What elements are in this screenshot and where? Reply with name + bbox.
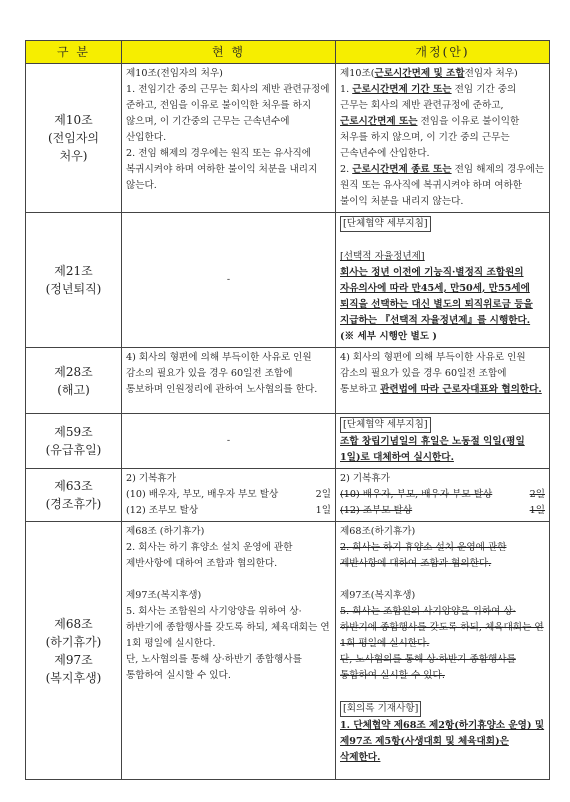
category-line: 제68조 <box>54 616 93 631</box>
category-line: 제21조 <box>54 264 93 278</box>
category-line: 제28조 <box>54 364 93 379</box>
category-line: 제97조 <box>54 652 93 667</box>
current-cell <box>122 522 336 780</box>
category-line: 제59조 <box>54 425 93 439</box>
leave-row <box>126 503 331 519</box>
proposed-cell <box>336 213 550 348</box>
clause-title: 제97조(복지후생) <box>340 590 416 601</box>
amended-text: 근로시간면제 기간 또는 <box>352 84 452 95</box>
clause-text: 2. 전임 해제의 경우에는 원직 또는 유사직에 복귀시켜야 하며 여하한 불이익 처분을 내리지 않는다. <box>126 148 318 191</box>
current-cell-empty: - <box>122 414 336 469</box>
category-line: 제10조 <box>54 113 93 127</box>
clause-text: 단, 노사협의를 통해 상·하반기 종합행사를 통합하여 실시할 수 있다. <box>126 654 302 681</box>
leave-row <box>126 487 331 503</box>
clause-text <box>340 350 545 398</box>
clause-title: 제97조(복지후생) <box>126 590 202 601</box>
guideline-box: [단체협약 세부지침] <box>340 216 431 232</box>
spacer <box>340 233 545 249</box>
minutes-box: [회의록 기재사항] <box>340 701 421 717</box>
category-line: (정년퇴직) <box>45 282 102 296</box>
header-row <box>26 41 550 64</box>
category-cell <box>26 213 122 348</box>
clause-title: 제68조(하기휴가) <box>340 526 416 537</box>
current-cell <box>122 64 336 213</box>
clause-title: 제68조 (하기휴가) <box>126 526 205 537</box>
clause-text: 2. 회사는 하기 휴양소 설치 운영에 관한 제반사항에 대하여 조합과 협의한다. <box>126 542 293 569</box>
proposed-cell <box>336 522 550 780</box>
amended-text: 회사는 정년 이전에 기능직·별정직 조합원의 자유의사에 따라 만45세, 만50세, 만55세에 퇴직을 선택하는 대신 별도의 퇴직위로금 등을 지급하는 『선택적 자율정년제』를 시행한다. <box>340 267 533 326</box>
row-article-28 <box>26 348 550 414</box>
row-article-21 <box>26 213 550 348</box>
row-article-10 <box>26 64 550 213</box>
header-proposed: 개정(안) <box>336 41 550 64</box>
clause-title: 2) 기복휴가 <box>340 473 390 484</box>
leave-days: 1일 <box>529 505 545 516</box>
header-category: 구 분 <box>26 41 122 64</box>
clause-text <box>340 162 545 210</box>
category-cell <box>26 64 122 213</box>
deleted-text: 5. 회사는 조합원의 사기앙양을 위하여 상·하반기에 종합행사를 갖도록 하되, 체육대회는 연 1회 평일에 실시한다. <box>340 606 544 649</box>
title-part: 전임자 처우) <box>464 68 518 79</box>
amended-text: 근로시간면제 종료 또는 <box>352 164 452 175</box>
text-part: 전임 해제의 경우에는 원직 또는 유사직에 복귀시켜야 하며 여하한 불이익 처분을 내리지 않는다. <box>340 164 545 207</box>
amended-text: 근로시간면제 및 조합 <box>374 68 465 79</box>
leave-label: (10) 배우자, 부모, 배우자 부모 탈상 <box>340 489 493 500</box>
clause-title: 제10조(전임자의 처우) <box>126 68 223 79</box>
current-cell <box>122 348 336 414</box>
proposed-cell <box>336 64 550 213</box>
text-part: 2. <box>340 164 353 175</box>
clause-text: 4) 회사의 형편에 의해 부득이한 사유로 인원 감소의 필요가 있을 경우 60일전 조합에 통보하며 인원정리에 관하여 노사협의를 한다. <box>126 352 318 395</box>
category-cell <box>26 469 122 522</box>
category-line: (복지후생) <box>45 670 102 685</box>
clause-text: 5. 회사는 조합원의 사기앙양을 위하여 상·하반기에 종합행사를 갖도록 하되, 체육대회는 연 1회 평일에 실시한다. <box>126 606 330 649</box>
section-heading: [선택적 자율정년제] <box>340 251 425 262</box>
amended-text: 조합 창립기념일의 휴일은 노동절 익일(평일 1일)로 대체하여 실시한다. <box>340 436 525 463</box>
text-part: 전임을 이유로 불이익한 처우를 하지 않으며, 이 기간 중의 근무는 근속년수에 산입한다. <box>340 116 520 159</box>
title-part: 제10조( <box>340 68 375 79</box>
row-article-68-97 <box>26 522 550 780</box>
leave-label: (10) 배우자, 부모, 배우자 부모 탈상 <box>126 489 279 500</box>
category-line: (전임자의 <box>47 131 100 145</box>
clause-text <box>340 82 545 162</box>
clause-text: 1. 전임기간 중의 근무는 회사의 제반 관련규정에 준하고, 전임을 이유로 불이익한 처우를 하지 않으며, 이 기간중의 근무는 근속년수에 산입한다. <box>126 84 330 143</box>
category-cell <box>26 522 122 780</box>
text-part: 1. <box>340 84 353 95</box>
proposed-cell <box>336 348 550 414</box>
text-part: 4) 회사의 형편에 의해 부득이한 사유로 인원 감소의 필요가 있을 경우 60일전 조합에 통보하고 <box>340 352 526 395</box>
clause-title <box>340 66 545 82</box>
clause-title: 2) 기복휴가 <box>126 473 176 484</box>
text-part: 전임 기간 중의 근무는 회사의 제반 관련규정에 준하고, <box>340 84 517 111</box>
category-cell <box>26 348 122 414</box>
deleted-leave-row <box>340 487 545 503</box>
deleted-text: 2. 회사는 하기 휴양소 설치 운영에 관한 제반사항에 대하여 조합과 협의한다. <box>340 542 507 569</box>
leave-label: (12) 조부모 탈상 <box>340 505 413 516</box>
category-cell <box>26 414 122 469</box>
current-cell <box>122 469 336 522</box>
spacer <box>340 684 545 700</box>
category-line: (하기휴가) <box>45 634 102 649</box>
leave-days: 2일 <box>315 489 331 500</box>
leave-days: 2일 <box>529 489 545 500</box>
category-line: 처우) <box>59 149 88 163</box>
category-line: (유급휴일) <box>45 443 102 457</box>
note-text: (※ 세부 시행안 별도 ) <box>340 331 437 342</box>
spacer <box>340 572 545 588</box>
proposed-cell <box>336 414 550 469</box>
row-article-59 <box>26 414 550 469</box>
spacer <box>126 572 331 588</box>
proposed-cell <box>336 469 550 522</box>
amended-text: 1. 단체협약 제68조 제2항(하기휴양소 운영) 및 제97조 제5항(사생대회 및 체육대회)은 삭제한다. <box>340 720 545 763</box>
category-line: 제63조 <box>54 479 93 493</box>
deleted-leave-row <box>340 503 545 519</box>
amended-text: 근로시간면제 또는 <box>340 116 418 127</box>
leave-days: 1일 <box>315 505 331 516</box>
guideline-box: [단체협약 세부지침] <box>340 417 431 433</box>
comparison-table <box>25 40 550 780</box>
amended-text: 관련법에 따라 근로자대표와 협의한다. <box>380 384 542 395</box>
category-line: (경조휴가) <box>45 497 102 511</box>
leave-label: (12) 조부모 탈상 <box>126 505 199 516</box>
category-line: (해고) <box>57 382 90 397</box>
current-cell-empty: - <box>122 213 336 348</box>
row-article-63 <box>26 469 550 522</box>
header-current: 현 행 <box>122 41 336 64</box>
deleted-text: 단, 노사협의를 통해 상·하반기 종합행사를 통합하여 실시할 수 있다. <box>340 654 516 681</box>
